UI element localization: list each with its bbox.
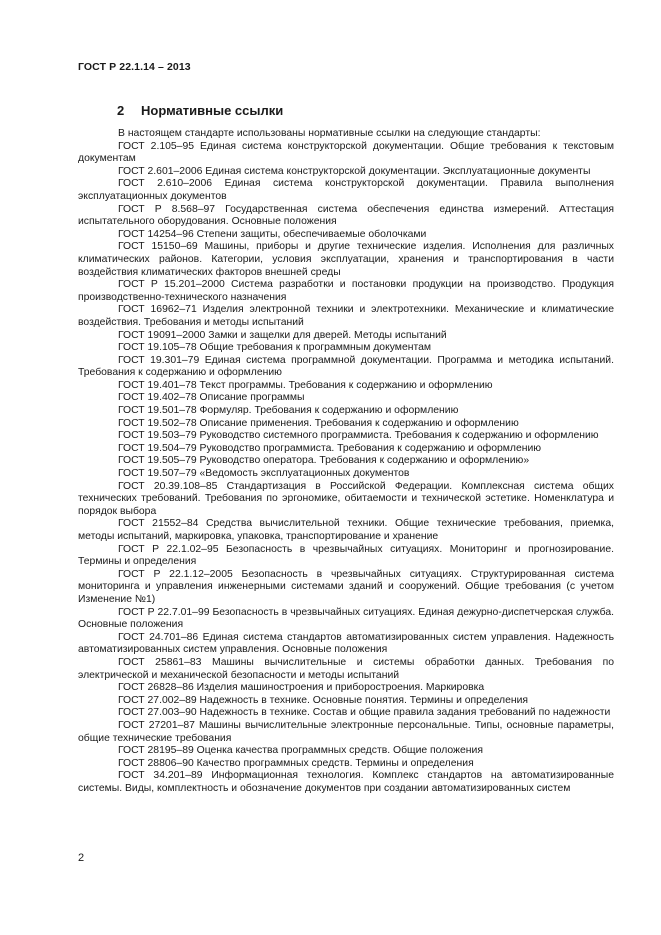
reference-item: ГОСТ 19.402–78 Описание программы <box>118 392 305 404</box>
reference-item: ГОСТ 14254–96 Степени защиты, обеспечиваемые оболочками <box>118 228 427 240</box>
reference-item: ГОСТ 24.701–86 Единая система стандартов автоматизированных систем управления. Надежность автоматизированных систем управления. Основные положения <box>78 631 614 656</box>
reference-item: ГОСТ 19091–2000 Замки и защелки для дверей. Методы испытаний <box>118 329 447 341</box>
reference-item: ГОСТ 28806–90 Качество программных средств. Термины и определения <box>118 757 474 769</box>
reference-item: ГОСТ 19.503–79 Руководство системного программиста. Требования к содержанию и оформлению <box>118 430 599 442</box>
reference-item: ГОСТ 2.601–2006 Единая система конструкторской документации. Эксплуатационные документы <box>118 165 591 177</box>
reference-item: ГОСТ 19.502–78 Описание применения. Требования к содержанию и оформлению <box>118 417 519 429</box>
section-number: 2 <box>117 103 125 118</box>
section-title-text: Нормативные ссылки <box>141 103 284 118</box>
reference-item: ГОСТ 27201–87 Машины вычислительные электронные персональные. Типы, основные параметры, общие технические требования <box>78 719 614 744</box>
section-heading <box>117 103 283 118</box>
document-header: ГОСТ Р 22.1.14 – 2013 <box>78 61 191 73</box>
reference-item: ГОСТ 19.401–78 Текст программы. Требования к содержанию и оформлению <box>118 379 493 391</box>
page-number: 2 <box>78 852 85 864</box>
reference-item: ГОСТ 20.39.108–85 Стандартизация в Российской Федерации. Комплексная система общих технических требований. Требования по эргономике, обитаемости и технической эстетике. Номенклатура и порядок выбора <box>78 480 614 517</box>
reference-item: ГОСТ Р 15.201–2000 Система разработки и постановки продукции на производство. Продукция производственно-технического назначения <box>78 279 614 303</box>
reference-item: ГОСТ 19.105–78 Общие требования к программным документам <box>118 342 432 354</box>
intro-paragraph: В настоящем стандарте использованы нормативные ссылки на следующие стандарты: <box>118 128 541 139</box>
reference-item: ГОСТ Р 8.568–97 Государственная система обеспечения единства измерений. Аттестация испытательного оборудования. Основные положения <box>78 203 614 228</box>
reference-item: ГОСТ Р 22.7.01–99 Безопасность в чрезвычайных ситуациях. Единая дежурно-диспетчерская служба. Основные положения <box>78 606 614 631</box>
reference-item: ГОСТ 19.501–78 Формуляр. Требования к содержанию и оформлению <box>118 405 459 417</box>
reference-item: ГОСТ 19.301–79 Единая система программной документации. Программа и методика испытаний. Требования к содержанию и оформлению <box>78 354 614 379</box>
reference-item: ГОСТ 26828–86 Изделия машиностроения и приборостроения. Маркировка <box>118 682 485 694</box>
references-list <box>78 128 614 795</box>
reference-item: ГОСТ Р 22.1.02–95 Безопасность в чрезвычайных ситуациях. Мониторинг и прогнозирование. Термины и определения <box>78 543 614 568</box>
reference-item: ГОСТ 19.504–79 Руководство программиста. Требования к содержанию и оформлению <box>118 442 542 454</box>
reference-item: ГОСТ 27.002–89 Надежность в технике. Основные понятия. Термины и определения <box>118 694 529 706</box>
reference-item: ГОСТ 19.505–79 Руководство оператора. Требования к содержанию и оформлению» <box>118 455 530 467</box>
reference-item: ГОСТ 2.105–95 Единая система конструкторской документации. Общие требования к текстовым документам <box>78 140 614 165</box>
reference-item: ГОСТ Р 22.1.12–2005 Безопасность в чрезвычайных ситуациях. Структурированная система мониторинга и управления инженерными системами зданий и сооружений. Общие требования (с учетом Изменение №1) <box>78 568 614 605</box>
reference-item: ГОСТ 2.610–2006 Единая система конструкторской документации. Правила выполнения эксплуатационных документов <box>78 178 614 202</box>
reference-item: ГОСТ 25861–83 Машины вычислительные и системы обработки данных. Требования по электрической и механической безопасности и методы испытаний <box>78 656 614 681</box>
reference-item: ГОСТ 15150–69 Машины, приборы и другие технические изделия. Исполнения для различных климатических районов. Категории, условия эксплуатации, хранения и транспортирования в части воздействия климатических факторов внешней среды <box>78 241 614 278</box>
reference-item: ГОСТ 34.201–89 Информационная технология. Комплекс стандартов на автоматизированные системы. Виды, комплектность и обозначение документов при создании автоматизированных систем <box>78 770 614 794</box>
reference-item: ГОСТ 21552–84 Средства вычислительной техники. Общие технические требования, приемка, методы испытаний, маркировка, упаковка, транспортирование и хранение <box>78 518 614 542</box>
reference-item: ГОСТ 28195–89 Оценка качества программных средств. Общие положения <box>118 745 483 757</box>
reference-item: ГОСТ 16962–71 Изделия электронной техники и электротехники. Механические и климатические воздействия. Требования и методы испытаний <box>78 304 614 328</box>
reference-item: ГОСТ 19.507–79 «Ведомость эксплуатационных документов <box>118 468 410 480</box>
reference-item: ГОСТ 27.003–90 Надежность в технике. Состав и общие правила задания требований по надежности <box>118 707 611 719</box>
